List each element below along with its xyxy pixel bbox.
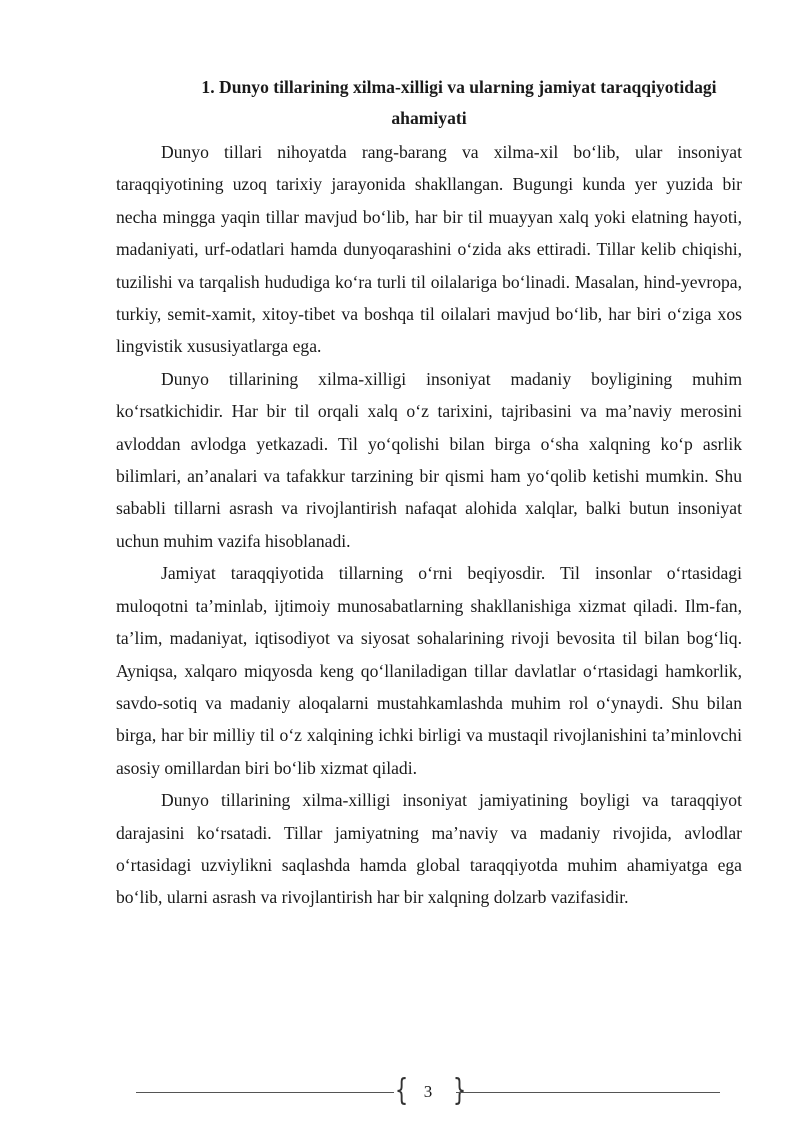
page-footer xyxy=(136,1073,720,1108)
page-number: 3 xyxy=(423,1082,433,1101)
heading-line-1 xyxy=(116,72,742,103)
section-heading xyxy=(116,72,742,134)
paragraph-2: Dunyo tillarining xilma-xilligi insoniyat madaniy boyligining muhim ko‘rsatkichidir. Har bir til orqali xalq o‘z tarixini, tajribasini va ma’naviy merosini avloddan avlodga yetkazadi. Til yo‘qolishi bilan birga o‘sha xalqning ko‘p asrlik bilimlari, an’analari va tafakkur tarzining bir qismi ham yo‘qolib ketishi mumkin. Shu sababli tillarni asrash va rivojlantirish nafaqat alohida xalqlar, balki butun insoniyat uchun muhim vazifa hisoblanadi. xyxy=(116,368,742,551)
footer-brace-left: { xyxy=(394,1073,409,1108)
footer-brace-right: } xyxy=(452,1073,467,1108)
paragraph-4: Dunyo tillarining xilma-xilligi insoniyat jamiyatining boyligi va taraqqiyot darajasini ko‘rsatadi. Tillar jamiyatning ma’naviy va madaniy rivojida, avlodlar o‘rtasidagi uzviylikni saqlashda hamda global taraqqiyotda muhim ahamiyatga ega bo‘lib, ularni asrash va rivojlantirish har bir xalqning dolzarb vazifasidir. xyxy=(116,790,742,908)
footer-rule-left xyxy=(136,1092,394,1093)
footer-rule-right xyxy=(456,1092,720,1093)
body-text xyxy=(116,136,742,914)
paragraph-1: Dunyo tillari nihoyatda rang-barang va xilma-xil bo‘lib, ular insoniyat taraqqiyotining uzoq tarixiy jarayonida shakllangan. Bugungi kunda yer yuzida bir necha mingga yaqin tillar mavjud bo‘lib, har bir til muayyan xalq yoki elatning hayoti, madaniyati, urf-odatlari hamda dunyoqarashini o‘zida aks ettiradi. Tillar kelib chiqishi, tuzilishi va tarqalish hududiga ko‘ra turli til oilalariga bo‘linadi. Masalan, hind-yevropa, turkiy, semit-xamit, xitoy-tibet va boshqa til oilalari mavjud bo‘lib, har biri o‘ziga xos lingvistik xususiyatlarga ega. xyxy=(116,142,742,357)
paragraph-3: Jamiyat taraqqiyotida tillarning o‘rni beqiyosdir. Til insonlar o‘rtasidagi muloqotni ta’minlab, ijtimoiy munosabatlarning shakllanishiga xizmat qiladi. Ilm-fan, ta’lim, madaniyat, iqtisodiyot va siyosat sohalarining rivoji bevosita til bilan bog‘liq. Ayniqsa, xalqaro miqyosda keng qo‘llaniladigan tillar davlatlar o‘rtasidagi hamkorlik, savdo-sotiq va madaniy aloqalarni mustahkamlashda muhim rol o‘ynaydi. Shu bilan birga, har bir milliy til o‘z xalqining ichki birligi va mustaqil rivojlanishini ta’minlovchi asosiy omillardan biri bo‘lib xizmat qiladi. xyxy=(116,563,742,778)
heading-text-1: 1. Dunyo tillarining xilma-xilligi va ularning jamiyat taraqqiyotidagi xyxy=(201,77,717,97)
heading-line-2: ahamiyati xyxy=(391,108,467,128)
